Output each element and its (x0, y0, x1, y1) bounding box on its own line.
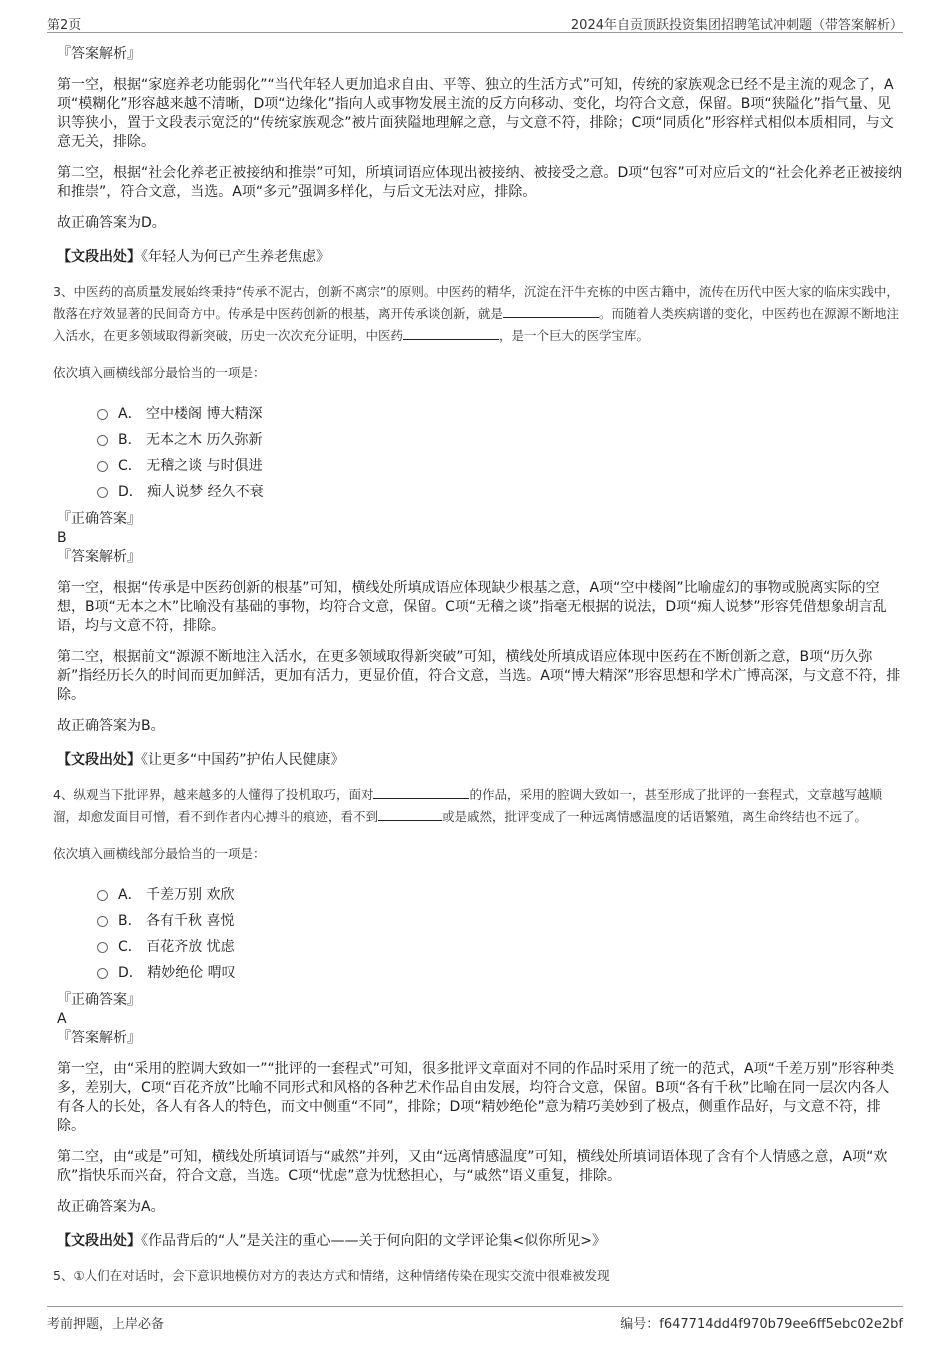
blank-line (373, 785, 469, 799)
blank-line (378, 807, 442, 821)
source-title: 《年轻人为何已产生养老焦虑》 (141, 249, 330, 265)
analysis-paragraph: 第一空，根据“家庭养老功能弱化”“当代年轻人更加追求自由、平等、独立的生活方式”可知，传统的家族观念已经不是主流的观念了，A项“模糊化”形容越来越不清晰，D项“边缘化”指向人或事物发展主流的反方向移动、变化，均符合文意，保留。B项“狭隘化”指气量、见识等狭小，置于文段表示宽泛的“传统家族观念”被片面狭隘地理解之意，与文意不符，排除；C项“同质化”形容样式相似本质相同，与文意无关，排除。 (57, 77, 894, 150)
source-title: 《让更多“中国药”护佑人民健康》 (141, 752, 345, 768)
stem-text: 4、纵观当下批评界，越来越多的人懂得了投机取巧，面对 (53, 787, 374, 802)
analysis-paragraph: 第二空，根据前文“源源不断地注入活水，在更多领域取得新突破”可知，横线处所填成语应体现中医药在不断创新之意，B项“历久弥新”指经历长久的时间而更加鲜活，更加有活力，更显价值，符合文意，当选。A项“博大精深”形容思想和学术广博高深，与文意不符，排除。 (57, 649, 901, 703)
question-stem (53, 281, 903, 347)
options-list (97, 401, 903, 505)
source-line (57, 1231, 903, 1251)
instruction: 依次填入画横线部分最恰当的一项是： (53, 846, 266, 861)
footer-slogan: 考前押题，上岸必备 (47, 1317, 165, 1332)
options-list (97, 882, 903, 986)
analysis-paragraph: 第一空，由“采用的腔调大致如一”“批评的一套程式”可知，很多批评文章面对不同的作品时采用了统一的范式，A项“千差万别”形容种类多，差别大，C项“百花齐放”比喻不同形式和风格的各种艺术作品自由发展，均符合文意，保留。B项“各有千秋”比喻在同一层次内各人有各人的长处，各人有各人的特色，而文中侧重“不同”，排除；D项“精妙绝伦”意为精巧美妙到了极点，侧重作品好，与文意不符，排除。 (57, 1061, 895, 1134)
answer-analysis-label: 『答案解析』 (57, 549, 141, 565)
radio-icon[interactable] (97, 942, 108, 953)
option-d[interactable]: D． 痴人说梦 经久不衰 (97, 479, 903, 505)
option-a[interactable]: A． 千差万别 欢欣 (97, 882, 903, 908)
analysis-conclusion: 故正确答案为B。 (57, 718, 165, 734)
answer-analysis-label: 『答案解析』 (57, 1030, 141, 1046)
radio-icon[interactable] (97, 890, 108, 901)
radio-icon[interactable] (97, 461, 108, 472)
page-header (47, 10, 903, 33)
correct-answer-label: 『正确答案』 (57, 511, 141, 527)
document-title: 2024年自贡顶跃投资集团招聘笔试冲刺题（带答案解析） (570, 18, 903, 33)
source-label: 【文段出处】 (57, 249, 141, 265)
question-stem (53, 784, 903, 828)
radio-icon[interactable] (97, 435, 108, 446)
stem-text: 3、中医药的高质量发展始终秉持“传承不泥古，创新不离宗”的原则。中医药的精华，沉淀在汗牛充栋的中医古籍中，流传在历代中医大家的临床实践中，散落在疗效显著的民间奇方中。传承是中医药创新的根基，离开传承谈创新，就是 (53, 284, 899, 321)
option-d[interactable]: D． 精妙绝伦 喟叹 (97, 960, 903, 986)
analysis-paragraph: 第二空，根据“社会化养老正被接纳和推崇”可知，所填词语应体现出被接纳、被接受之意。D项“包容”可对应后文的“社会化养老正被接纳和推崇”，符合文意，当选。A项“多元”强调多样化，与后文无法对应，排除。 (57, 165, 903, 200)
option-c[interactable]: C． 百花齐放 忧虑 (97, 934, 903, 960)
radio-icon[interactable] (97, 968, 108, 979)
correct-answer-value: A (57, 1011, 67, 1027)
question-2-analysis (57, 44, 903, 267)
source-line (57, 247, 903, 267)
source-line (57, 750, 903, 770)
stem-text: 或是戚然，批评变成了一种远离情感温度的话语繁殖，离生命终结也不远了。 (442, 809, 868, 824)
correct-answer-value: B (57, 530, 67, 546)
analysis-conclusion: 故正确答案为D。 (57, 215, 166, 231)
instruction: 依次填入画横线部分最恰当的一项是： (53, 365, 266, 380)
radio-icon[interactable] (97, 487, 108, 498)
analysis-conclusion: 故正确答案为A。 (57, 1199, 165, 1215)
page-number: 第2页 (47, 18, 82, 33)
radio-icon[interactable] (97, 409, 108, 420)
answer-analysis-label: 『答案解析』 (57, 46, 141, 62)
blank-line (403, 326, 499, 340)
stem-text: 的作品，采用的腔调大致如一，甚至形成了批评的一套程式，文章越写越顺溜，却愈发面目可憎，看不到作者内心搏斗的痕迹，看不到 (53, 787, 882, 824)
source-title: 《作品背后的“人”是关注的重心——关于何向阳的文学评论集<似你所见>》 (141, 1233, 606, 1249)
analysis-paragraph: 第一空，根据“传承是中医药创新的根基”可知，横线处所填成语应体现缺少根基之意，A项“空中楼阁”比喻虚幻的事物或脱离实际的空想，B项“无本之木”比喻没有基础的事物，均符合文意，保留。C项“无稽之谈”指毫无根据的说法，D项“痴人说梦”形容凭借想象胡言乱语，均与文意不符，排除。 (57, 580, 887, 634)
document-id: 编号：f647714dd4f970b79ee6ff5ebc02e2bf (620, 1317, 903, 1332)
analysis-paragraph: 第二空，由“或是”可知，横线处所填词语与“戚然”并列，又由“远离情感温度”可知，横线处所填词语体现了含有个人情感之意，A项“欢欣”指快乐而兴奋，符合文意，当选。C项“忧虑”意为忧愁担心，与“戚然”语义重复，排除。 (57, 1149, 888, 1184)
option-b[interactable]: B． 无本之木 历久弥新 (97, 427, 903, 453)
page-content (53, 36, 903, 1299)
option-c[interactable]: C． 无稽之谈 与时俱进 (97, 453, 903, 479)
blank-line (503, 304, 599, 318)
source-label: 【文段出处】 (57, 1233, 141, 1249)
radio-icon[interactable] (97, 916, 108, 927)
option-b[interactable]: B． 各有千秋 喜悦 (97, 908, 903, 934)
correct-answer-label: 『正确答案』 (57, 992, 141, 1008)
source-label: 【文段出处】 (57, 752, 141, 768)
stem-text: 。而随着人类疾病谱的变化，中医药也在源源不断地注入活水，在更多领域取得新突破，历史一次次充分证明，中医药 (53, 306, 900, 343)
stem-text: ，是一个巨大的医学宝库。 (499, 328, 650, 343)
page-footer (47, 1306, 903, 1332)
question-3 (53, 281, 903, 770)
question-5-stem-partial: 5、①人们在对话时，会下意识地模仿对方的表达方式和情绪，这种情绪传染在现实交流中很难被发现 (53, 1268, 610, 1283)
question-4 (53, 784, 903, 1251)
option-a[interactable]: A． 空中楼阁 博大精深 (97, 401, 903, 427)
